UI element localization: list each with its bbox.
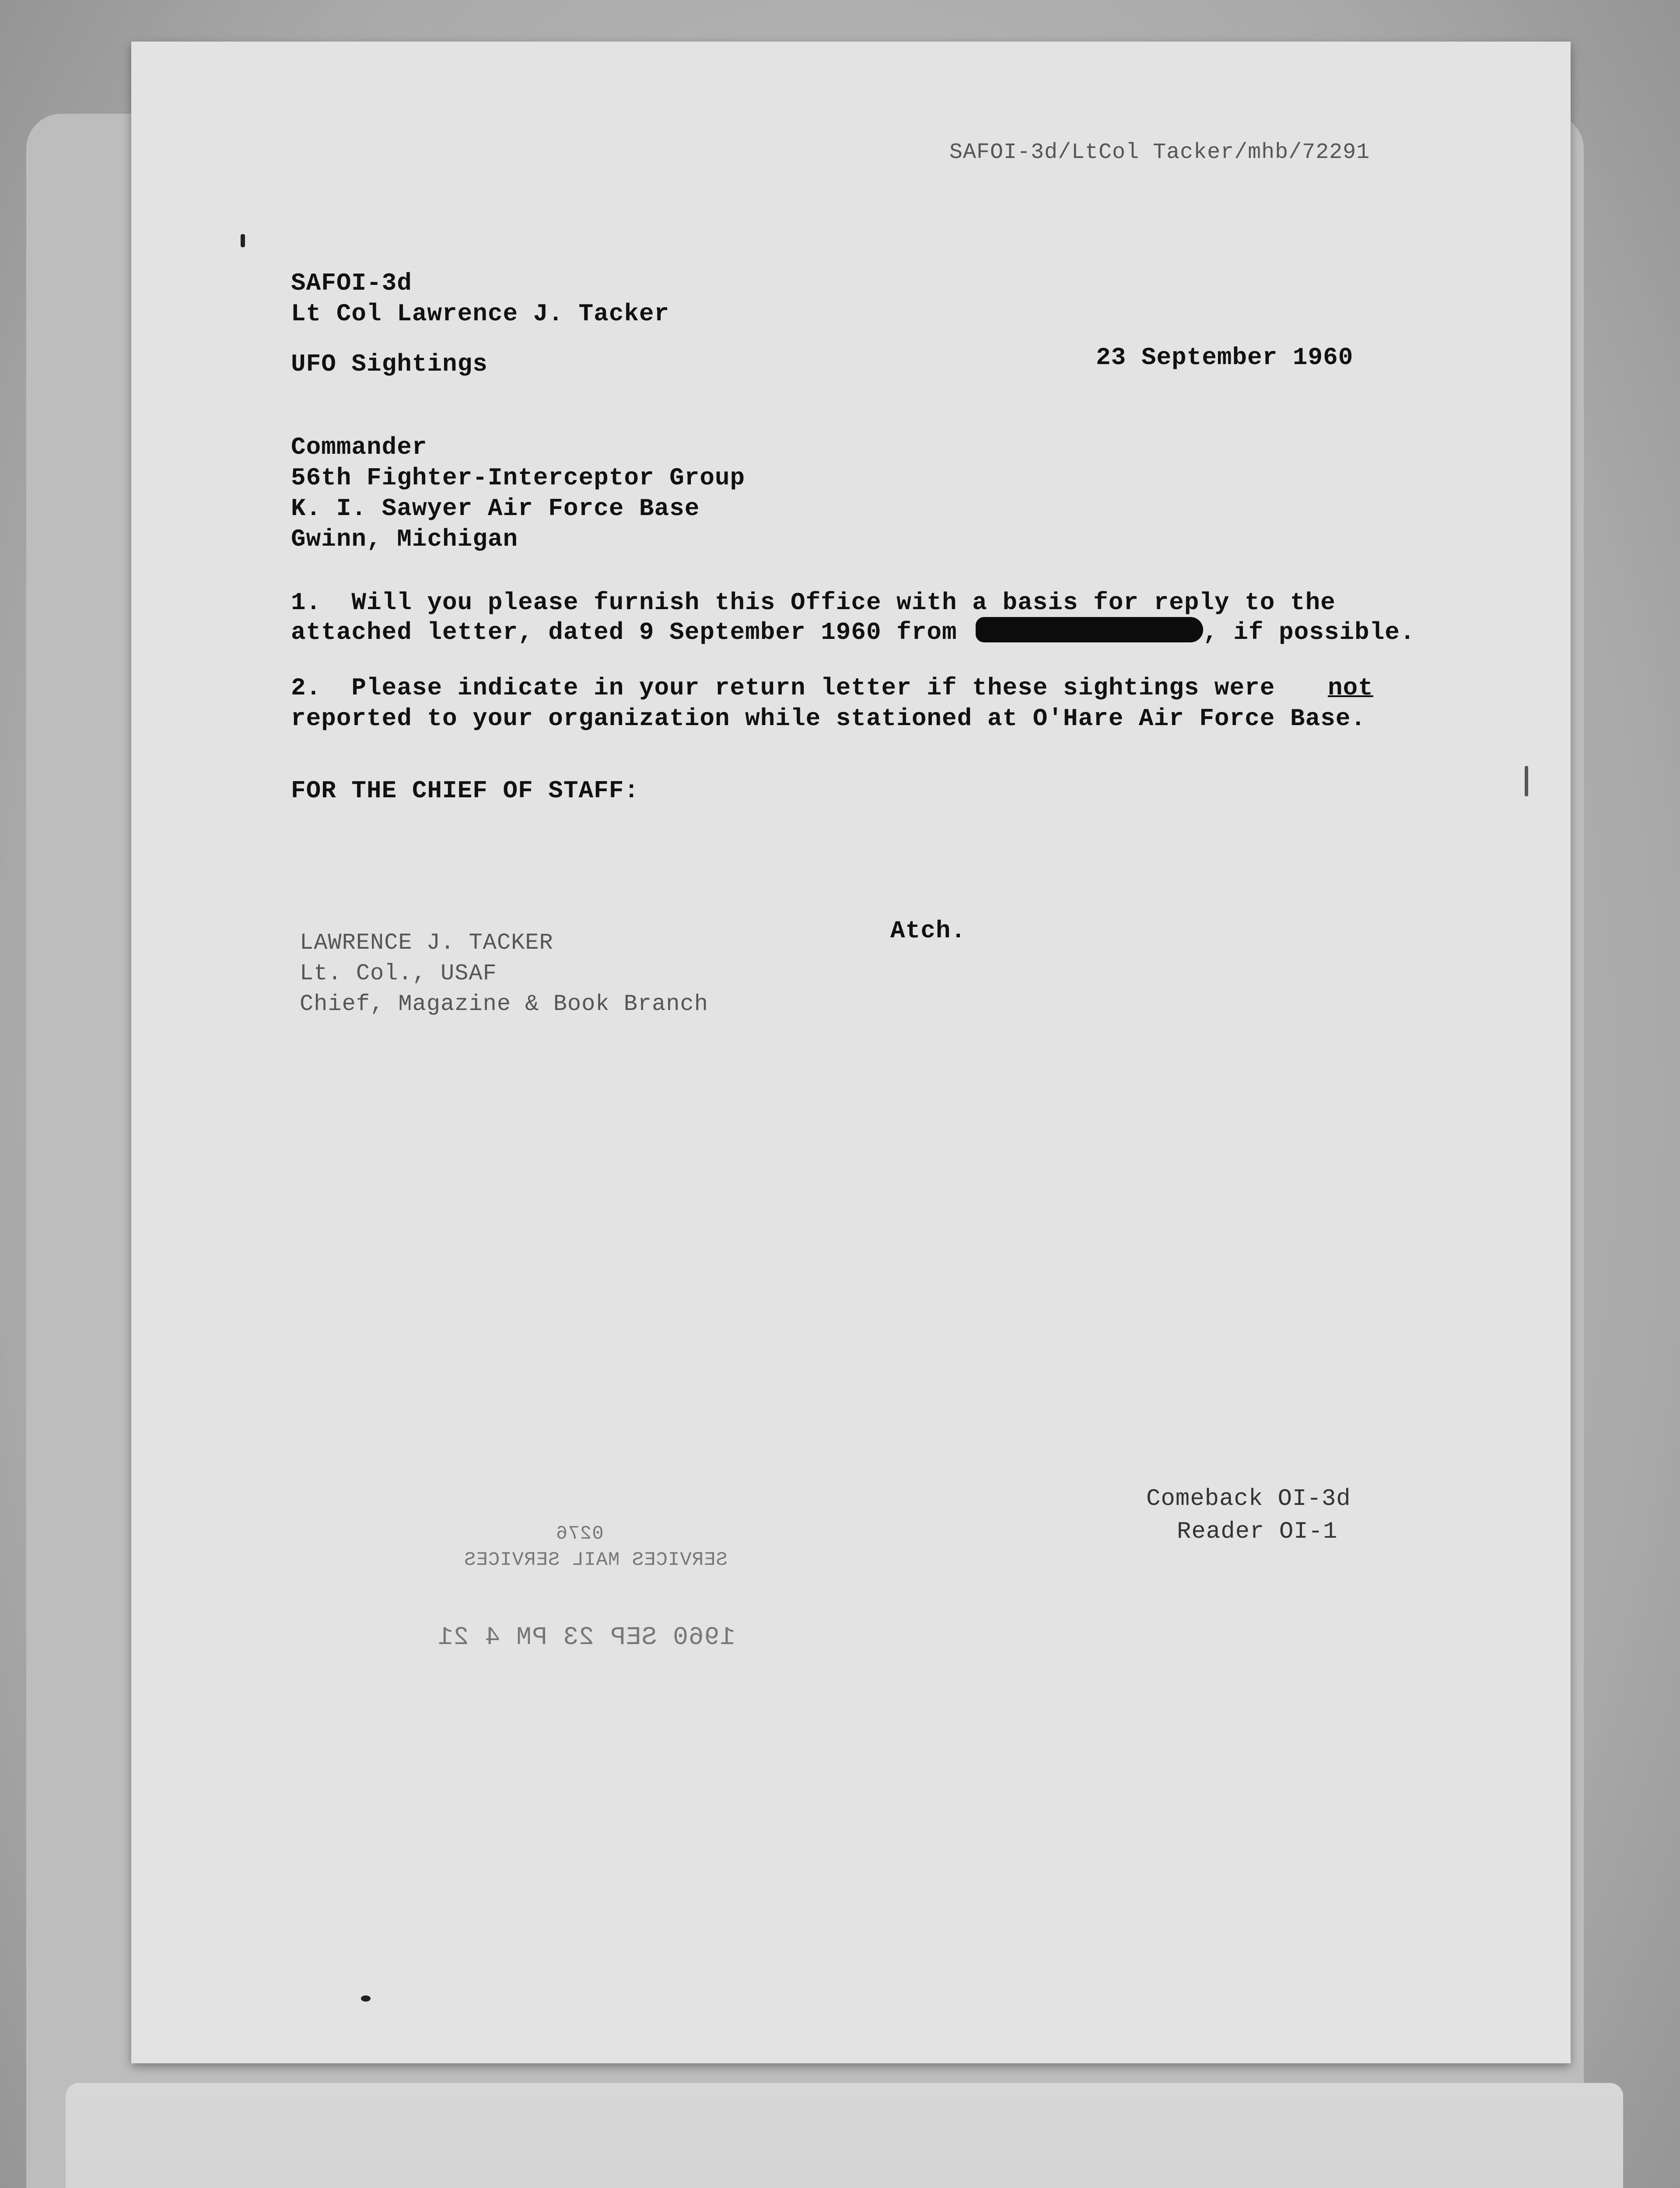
for-chief-of-staff: FOR THE CHIEF OF STAFF:	[291, 777, 639, 805]
office-code: SAFOI-3d	[291, 269, 412, 297]
addressee-line-1: Commander	[291, 433, 427, 461]
routing-comeback: Comeback OI-3d	[1146, 1486, 1351, 1512]
paragraph-2-emphasis: not	[1328, 674, 1373, 702]
file-reference: SAFOI-3d/LtCol Tacker/mhb/72291	[949, 140, 1370, 165]
binding-mark	[1525, 766, 1528, 796]
bleed-through-line-1: 0276	[556, 1523, 604, 1545]
addressee-line-3: K. I. Sawyer Air Force Base	[291, 494, 700, 522]
attachment-notation: Atch.	[890, 917, 966, 945]
ink-spot	[361, 1995, 371, 2002]
backing-sheet-lower	[66, 2083, 1623, 2188]
memo-page	[131, 42, 1571, 2063]
paragraph-2-line-1a: 2. Please indicate in your return letter if these sightings were	[291, 674, 1290, 702]
redaction-bar	[976, 617, 1203, 642]
addressee-line-2: 56th Fighter-Interceptor Group	[291, 464, 746, 492]
paragraph-2-line-2: reported to your organization while stationed at O'Hare Air Force Base.	[291, 705, 1366, 733]
originator: Lt Col Lawrence J. Tacker	[291, 300, 670, 328]
pen-tick-mark	[241, 234, 245, 247]
paragraph-1-line-2b: , if possible.	[1203, 618, 1415, 646]
bleed-through-stamp: 1960 SEP 23 PM 4 21	[438, 1623, 735, 1652]
signature-name: LAWRENCE J. TACKER	[300, 930, 553, 956]
paragraph-1-line-2a: attached letter, dated 9 September 1960 from	[291, 618, 957, 646]
bleed-through-line-2: SERVICES MAIL SERVICES	[464, 1549, 728, 1571]
memo-date: 23 September 1960	[1096, 344, 1354, 372]
signature-rank: Lt. Col., USAF	[300, 961, 497, 986]
subject: UFO Sightings	[291, 350, 488, 378]
addressee-line-4: Gwinn, Michigan	[291, 525, 518, 553]
routing-reader: Reader OI-1	[1177, 1518, 1338, 1545]
paragraph-1-line-1: 1. Will you please furnish this Office with a basis for reply to the	[291, 589, 1336, 617]
signature-title: Chief, Magazine & Book Branch	[300, 991, 708, 1017]
